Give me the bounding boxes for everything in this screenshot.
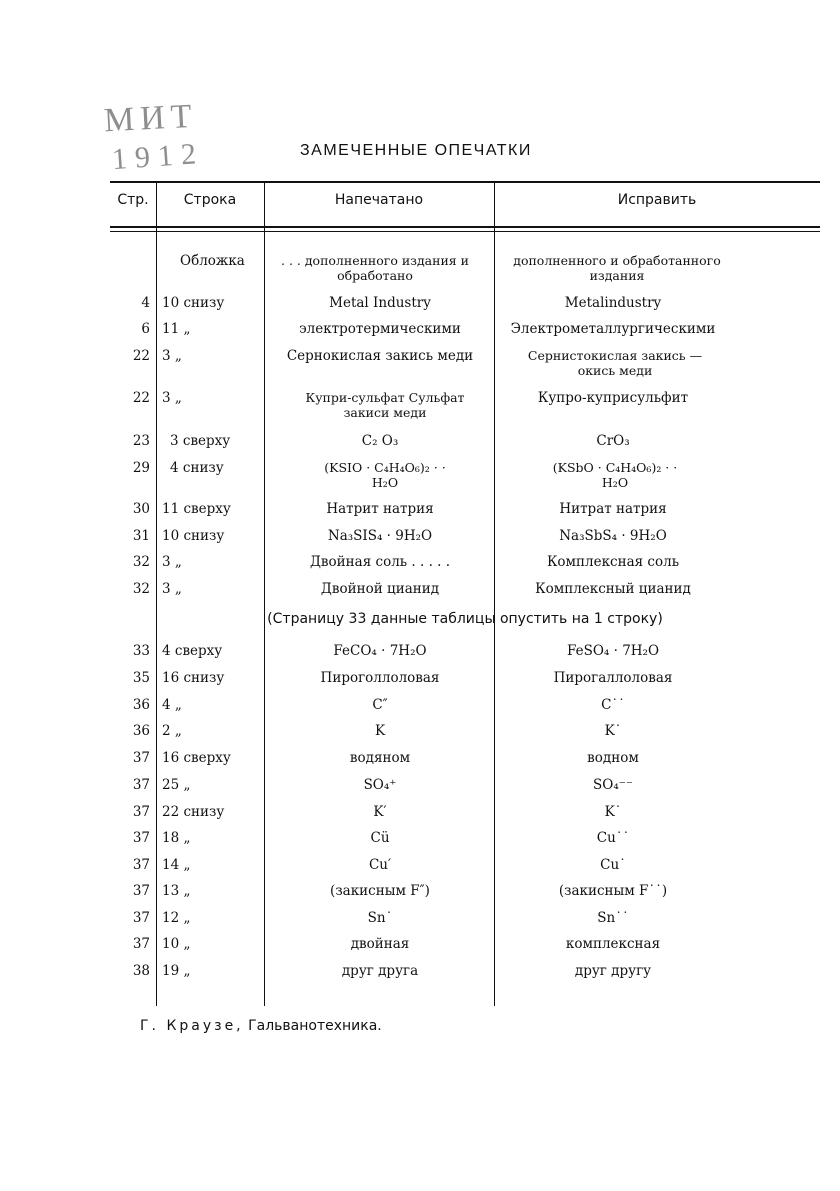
cell-correct: (закисным F˙˙) <box>558 883 668 899</box>
cell-line: 3 „ <box>162 348 182 364</box>
cell-line: 4 снизу <box>170 460 224 476</box>
cell-printed: SO₄⁺ <box>363 777 397 793</box>
cell-page: 37 <box>132 804 150 820</box>
cell-line: 10 снизу <box>162 528 225 544</box>
cell-correct: FeSO₄ · 7H₂O <box>566 643 660 659</box>
shift-note: (Страницу 33 данные таблицы опустить на 1 строку) <box>267 611 663 627</box>
cell-correct: дополненного и обработанного издания <box>513 253 721 283</box>
book-author: Г. Краузе, <box>140 1018 244 1034</box>
cell-correct: CrO₃ <box>596 433 630 449</box>
book-title: Гальванотехника. <box>248 1018 382 1034</box>
cell-page: 22 <box>132 390 150 406</box>
cell-page: 37 <box>132 777 150 793</box>
cell-correct: Cu˙ <box>600 857 626 873</box>
cell-line: 14 „ <box>162 857 191 873</box>
cell-line: 12 „ <box>162 910 191 926</box>
cell-line: 25 „ <box>162 777 191 793</box>
cell-line: 10 „ <box>162 936 191 952</box>
cell-line: 22 снизу <box>162 804 225 820</box>
cell-printed: Двойная соль . . . . . <box>309 554 451 570</box>
cell-page: 36 <box>132 697 150 713</box>
cell-page: 37 <box>132 857 150 873</box>
cell-printed: (KSIO · C₄H₄O₆)₂ · · H₂O <box>324 460 446 490</box>
cell-correct: K˙ <box>604 723 622 739</box>
cell-printed: Сернокислая закись меди <box>286 348 474 364</box>
library-stamp <box>100 97 270 190</box>
cell-line: 2 „ <box>162 723 182 739</box>
cell-line: 16 сверху <box>162 750 231 766</box>
cell-printed: Натрит натрия <box>326 501 434 517</box>
header-printed: Напечатано <box>334 192 424 208</box>
cell-line: 3 „ <box>162 390 182 406</box>
cell-correct: комплексная <box>565 936 661 952</box>
cell-printed: друг друга <box>341 963 419 979</box>
cell-page: 37 <box>132 883 150 899</box>
cell-page: 38 <box>132 963 150 979</box>
cell-line: 3 „ <box>162 581 182 597</box>
cell-correct: C˙˙ <box>601 697 625 713</box>
cell-printed: Metal Industry <box>329 295 431 311</box>
stamp-line-2: 1912 <box>110 136 206 177</box>
cell-printed: C″ <box>372 697 388 713</box>
cell-line: Обложка <box>180 253 245 269</box>
cell-line: 10 снизу <box>162 295 225 311</box>
cell-line: 16 снизу <box>162 670 225 686</box>
cell-page: 30 <box>132 501 150 517</box>
stamp-line-1: МИТ <box>103 97 199 140</box>
cell-page: 33 <box>132 643 150 659</box>
cell-printed: . . . дополненного издания и обработано <box>281 253 469 283</box>
cell-line: 3 сверху <box>170 433 231 449</box>
cell-correct: водном <box>587 750 639 766</box>
cell-correct: Купро-куприсульфит <box>537 390 689 406</box>
cell-correct: Сернистокислая закись — окись меди <box>527 348 703 378</box>
cell-correct: Na₃SbS₄ · 9H₂O <box>559 528 667 544</box>
cell-printed: водяном <box>349 750 411 766</box>
cell-page: 37 <box>132 936 150 952</box>
header-bottom-rule-1 <box>110 226 820 228</box>
cell-correct: Электрометаллургическими <box>510 321 716 337</box>
cell-printed: C₂ O₃ <box>361 433 399 449</box>
cell-line: 19 „ <box>162 963 191 979</box>
cell-printed: K′ <box>373 804 387 820</box>
cell-line: 3 „ <box>162 554 182 570</box>
cell-printed: K <box>374 723 386 739</box>
cell-correct: друг другу <box>574 963 652 979</box>
header-line: Строка <box>183 192 237 208</box>
cell-printed: Cu′ <box>368 857 392 873</box>
header-bottom-rule-2 <box>110 231 820 232</box>
page-title: ЗАМЕЧЕННЫЕ ОПЕЧАТКИ <box>300 142 532 159</box>
cell-printed: двойная <box>350 936 410 952</box>
cell-printed: Cü <box>370 830 390 846</box>
cell-page: 37 <box>132 830 150 846</box>
column-divider-2 <box>264 182 265 1006</box>
cell-printed: Na₃SIS₄ · 9H₂O <box>327 528 433 544</box>
cell-line: 18 „ <box>162 830 191 846</box>
cell-page: 22 <box>132 348 150 364</box>
cell-line: 11 сверху <box>162 501 231 517</box>
cell-correct: Пирогаллоловая <box>553 670 673 686</box>
cell-page: 36 <box>132 723 150 739</box>
cell-line: 4 сверху <box>162 643 223 659</box>
cell-page: 37 <box>132 750 150 766</box>
cell-printed: FeCO₄ · 7H₂O <box>333 643 427 659</box>
column-divider-1 <box>156 182 157 1006</box>
cell-correct: Cu˙˙ <box>596 830 630 846</box>
header-page: Стр. <box>117 192 149 208</box>
cell-correct: K˙ <box>604 804 622 820</box>
header-correct: Исправить <box>617 192 697 208</box>
cell-printed: Двойной цианид <box>320 581 440 597</box>
cell-page: 32 <box>132 554 150 570</box>
cell-page: 23 <box>132 433 150 449</box>
cell-printed: Sn˙ <box>367 910 393 926</box>
cell-correct: Комплексная соль <box>546 554 680 570</box>
cell-page: 35 <box>132 670 150 686</box>
cell-page: 37 <box>132 910 150 926</box>
cell-correct: Нитрат натрия <box>559 501 667 517</box>
cell-correct: Metalindustry <box>564 295 662 311</box>
cell-printed: (закисным F″) <box>330 883 430 899</box>
cell-correct: Sn˙˙ <box>597 910 629 926</box>
column-divider-3 <box>494 182 495 1006</box>
cell-line: 11 „ <box>162 321 191 337</box>
cell-page: 32 <box>132 581 150 597</box>
cell-line: 4 „ <box>162 697 182 713</box>
cell-page: 29 <box>132 460 150 476</box>
cell-line: 13 „ <box>162 883 191 899</box>
cell-correct: (KSbO · C₄H₄O₆)₂ · · H₂O <box>552 460 678 490</box>
cell-correct: SO₄⁻⁻ <box>593 777 633 793</box>
book-reference <box>140 1018 382 1034</box>
cell-page: 6 <box>141 321 150 337</box>
cell-page: 31 <box>132 528 150 544</box>
cell-printed: Купри-сульфат Сульфат закиси меди <box>305 390 465 420</box>
cell-printed: электротермическими <box>299 321 461 337</box>
cell-page: 4 <box>141 295 150 311</box>
table-top-rule <box>110 181 820 183</box>
cell-printed: Пироголлоловая <box>320 670 440 686</box>
cell-correct: Комплексный цианид <box>535 581 691 597</box>
